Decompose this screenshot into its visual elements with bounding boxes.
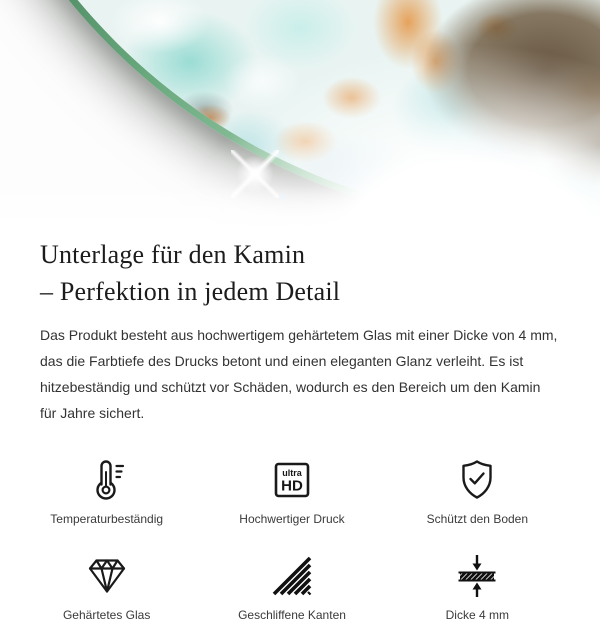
glass-edge-glint (278, 192, 288, 202)
ultra-hd-icon-text-top: ultra (282, 468, 302, 478)
polished-edges-icon (268, 552, 316, 600)
ultra-hd-icon (268, 456, 316, 504)
page-title-line1: Unterlage für den Kamin (40, 240, 306, 269)
feature-item-print-quality (199, 442, 384, 538)
feature-item-polished-edges (199, 538, 384, 634)
feature-label: Dicke 4 mm (445, 608, 509, 622)
feature-item-thickness (385, 538, 570, 634)
feature-item-temperature (14, 442, 199, 538)
glass-disc-edge (0, 0, 600, 228)
feature-label: Temperaturbeständig (50, 512, 164, 526)
feature-label: Gehärtetes Glas (62, 608, 151, 622)
diamond-icon (83, 552, 131, 600)
ultra-hd-icon-text-bottom: HD (281, 477, 303, 495)
shield-check-icon (453, 456, 501, 504)
feature-item-tempered-glass (14, 538, 199, 634)
content-section (0, 236, 600, 426)
thickness-icon (453, 552, 501, 600)
page-title (40, 236, 560, 310)
page-title-line2: – Perfektion in jedem Detail (40, 277, 341, 306)
feature-label: Hochwertiger Druck (239, 512, 345, 526)
feature-label: Schützt den Boden (426, 512, 529, 526)
thermometer-icon (83, 456, 131, 504)
feature-label: Geschliffene Kanten (238, 608, 346, 622)
feature-grid (0, 442, 600, 634)
product-description-text: Das Produkt besteht aus hochwertigem gehärtetem Glas mit einer Dicke von 4 mm, das die Farbtiefe des Drucks betont und einen eleganten Glanz verleiht. Es ist hitzebeständig und schützt vor Schäden, wodurch es den Bereich um den Kamin für Jahre sichert. (40, 327, 558, 421)
marble-print-art (0, 0, 600, 221)
glass-disc-face (0, 0, 600, 221)
product-photo (0, 0, 600, 232)
feature-item-floor-protection (385, 442, 570, 538)
